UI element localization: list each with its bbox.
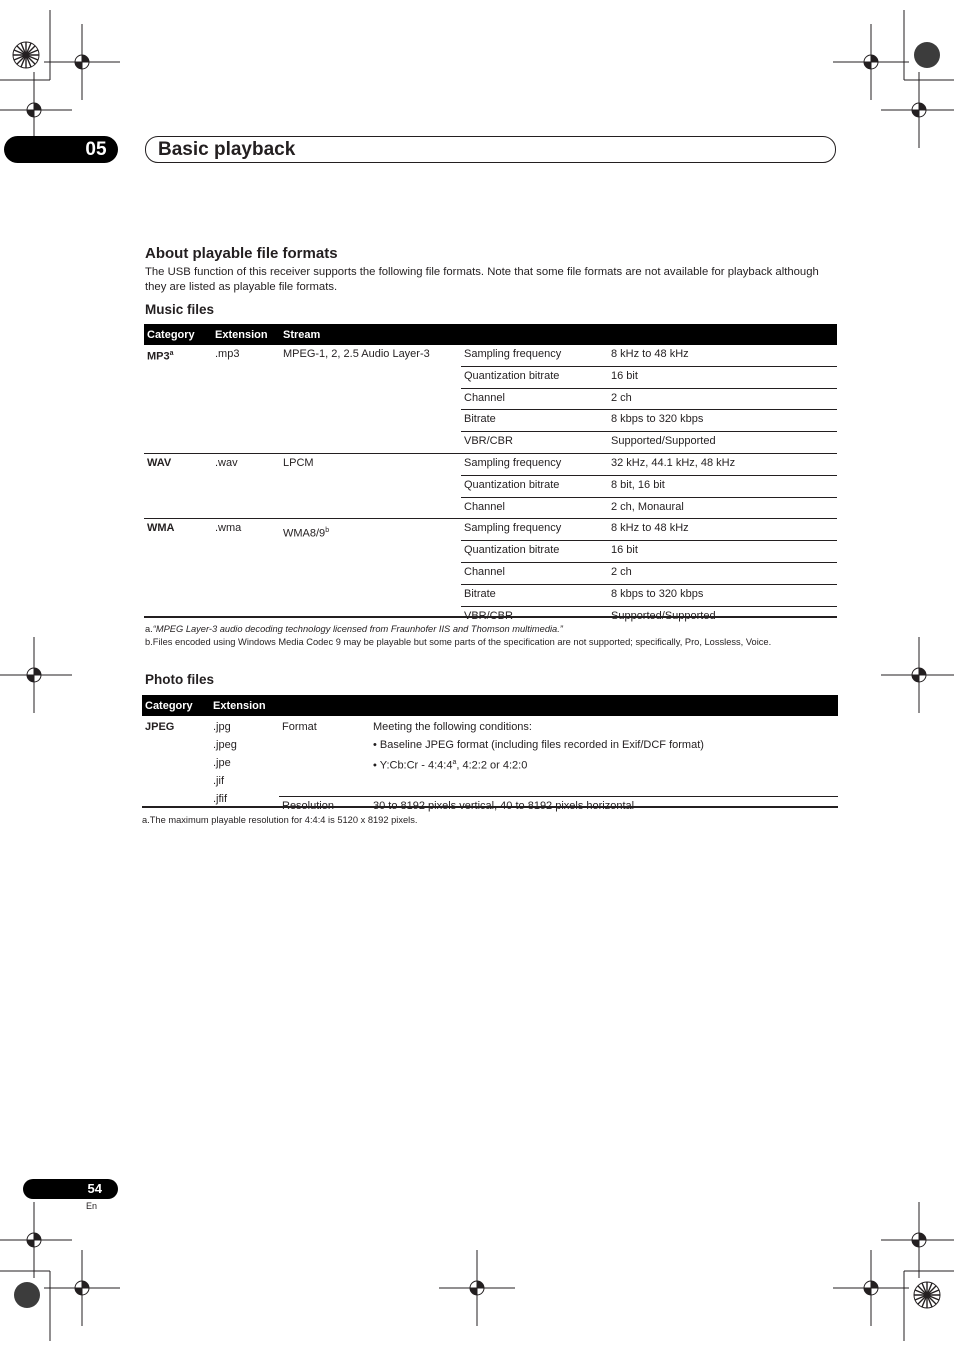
format-intro: Meeting the following conditions: — [373, 721, 532, 733]
list-item: .jfif — [213, 793, 228, 805]
chapter-title — [145, 136, 836, 163]
photo-table-header — [142, 695, 838, 716]
property-name: Channel — [461, 562, 608, 584]
music-footnote-b: b.Files encoded using Windows Media Codec 9 may be playable but some parts of the specification are not supported; specifically, Pro, Lossless, Voice. — [145, 637, 772, 647]
property-name: Quantization bitrate — [461, 475, 608, 497]
header-stream: Stream — [280, 324, 461, 345]
property-value: 16 bit — [608, 541, 837, 563]
extension-cell: .wav — [212, 453, 280, 518]
page-number: 54 — [87, 1181, 102, 1196]
header-category: Category — [142, 695, 210, 716]
property-value: 2 ch, Monaural — [608, 497, 837, 519]
property-name: Sampling frequency — [461, 453, 608, 475]
music-table-bottom-rule — [144, 616, 837, 618]
stream-cell: MPEG-1, 2, 2.5 Audio Layer-3 — [283, 348, 430, 360]
format-bullet-ycbcr: • Y:Cb:Cr - 4:4:4$^a$, 4:2:2 or 4:2:0 — [373, 759, 528, 772]
table-row — [144, 519, 837, 541]
page-language: En — [86, 1201, 98, 1211]
list-item: .jif — [213, 775, 224, 787]
property-value: 8 kbps to 320 kbps — [608, 584, 837, 606]
chapter-number: 05 — [85, 139, 107, 160]
music-files-heading: Music files — [145, 302, 215, 317]
photo-files-heading: Photo files — [145, 672, 215, 687]
property-name: Channel — [461, 497, 608, 519]
music-files-table — [144, 324, 837, 627]
property-value: 8 kbps to 320 kbps — [608, 410, 837, 432]
music-footnote-a: a.“MPEG Layer-3 audio decoding technology licensed from Fraunhofer IIS and Thomson multimedia.” — [145, 624, 563, 634]
extension-cell: .mp3 — [215, 348, 240, 360]
photo-footnote: a.The maximum playable resolution for 4:4:4 is 5120 x 8192 pixels. — [142, 815, 418, 825]
list-item: .jpe — [213, 757, 231, 769]
category-cell: WMA — [144, 519, 212, 627]
header-blank — [370, 695, 838, 716]
stream-cell: LPCM — [280, 453, 461, 518]
format-bullet-baseline: • Baseline JPEG format (including files recorded in Exif/DCF format) — [373, 739, 704, 751]
property-name: Sampling frequency — [461, 519, 608, 541]
category-cell: MP3$^a$ — [147, 350, 174, 363]
stream-cell: WMA8/9$^b$ — [280, 519, 461, 627]
property-name: Bitrate — [461, 584, 608, 606]
list-item: .jpeg — [213, 739, 237, 751]
category-cell: JPEG — [145, 721, 175, 733]
property-value: 8 bit, 16 bit — [608, 475, 837, 497]
table-row — [142, 716, 838, 797]
section-title: About playable file formats — [145, 245, 338, 262]
header-blank — [608, 324, 837, 345]
property-name: Bitrate — [461, 410, 608, 432]
property-value: 32 kHz, 44.1 kHz, 48 kHz — [608, 453, 837, 475]
list-item: .jpg — [213, 721, 231, 733]
property-value: 2 ch — [608, 388, 837, 410]
section-intro: The USB function of this receiver supports the following file formats. Note that some file formats are not available for playback although they are listed as playable file formats. — [145, 266, 819, 293]
category-cell: WAV — [144, 453, 212, 518]
page-number-tab — [23, 1179, 118, 1199]
extension-list — [210, 716, 279, 825]
property-name: Channel — [461, 388, 608, 410]
property-value: 8 kHz to 48 kHz — [608, 345, 837, 366]
header-blank — [279, 695, 370, 716]
resolution-value — [370, 797, 838, 826]
format-label: Format — [279, 716, 370, 797]
header-extension: Extension — [210, 695, 279, 716]
property-value: 16 bit — [608, 366, 837, 388]
format-conditions — [370, 716, 838, 797]
property-name: Sampling frequency — [461, 345, 608, 366]
extension-cell: .wma — [212, 519, 280, 627]
table-row — [144, 453, 837, 475]
property-value: 8 kHz to 48 kHz — [608, 519, 837, 541]
music-table-header — [144, 324, 837, 345]
header-extension: Extension — [212, 324, 280, 345]
chapter-number-tab — [4, 136, 118, 163]
property-value: 2 ch — [608, 562, 837, 584]
property-name: Quantization bitrate — [461, 541, 608, 563]
property-name: VBR/CBR — [461, 432, 608, 454]
chapter-title-text: Basic playback — [158, 139, 296, 160]
photo-table-bottom-rule — [142, 806, 838, 808]
header-category: Category — [144, 324, 212, 345]
property-value: Supported/Supported — [608, 432, 837, 454]
header-blank — [461, 324, 608, 345]
property-name: Quantization bitrate — [461, 366, 608, 388]
table-row — [144, 345, 837, 366]
